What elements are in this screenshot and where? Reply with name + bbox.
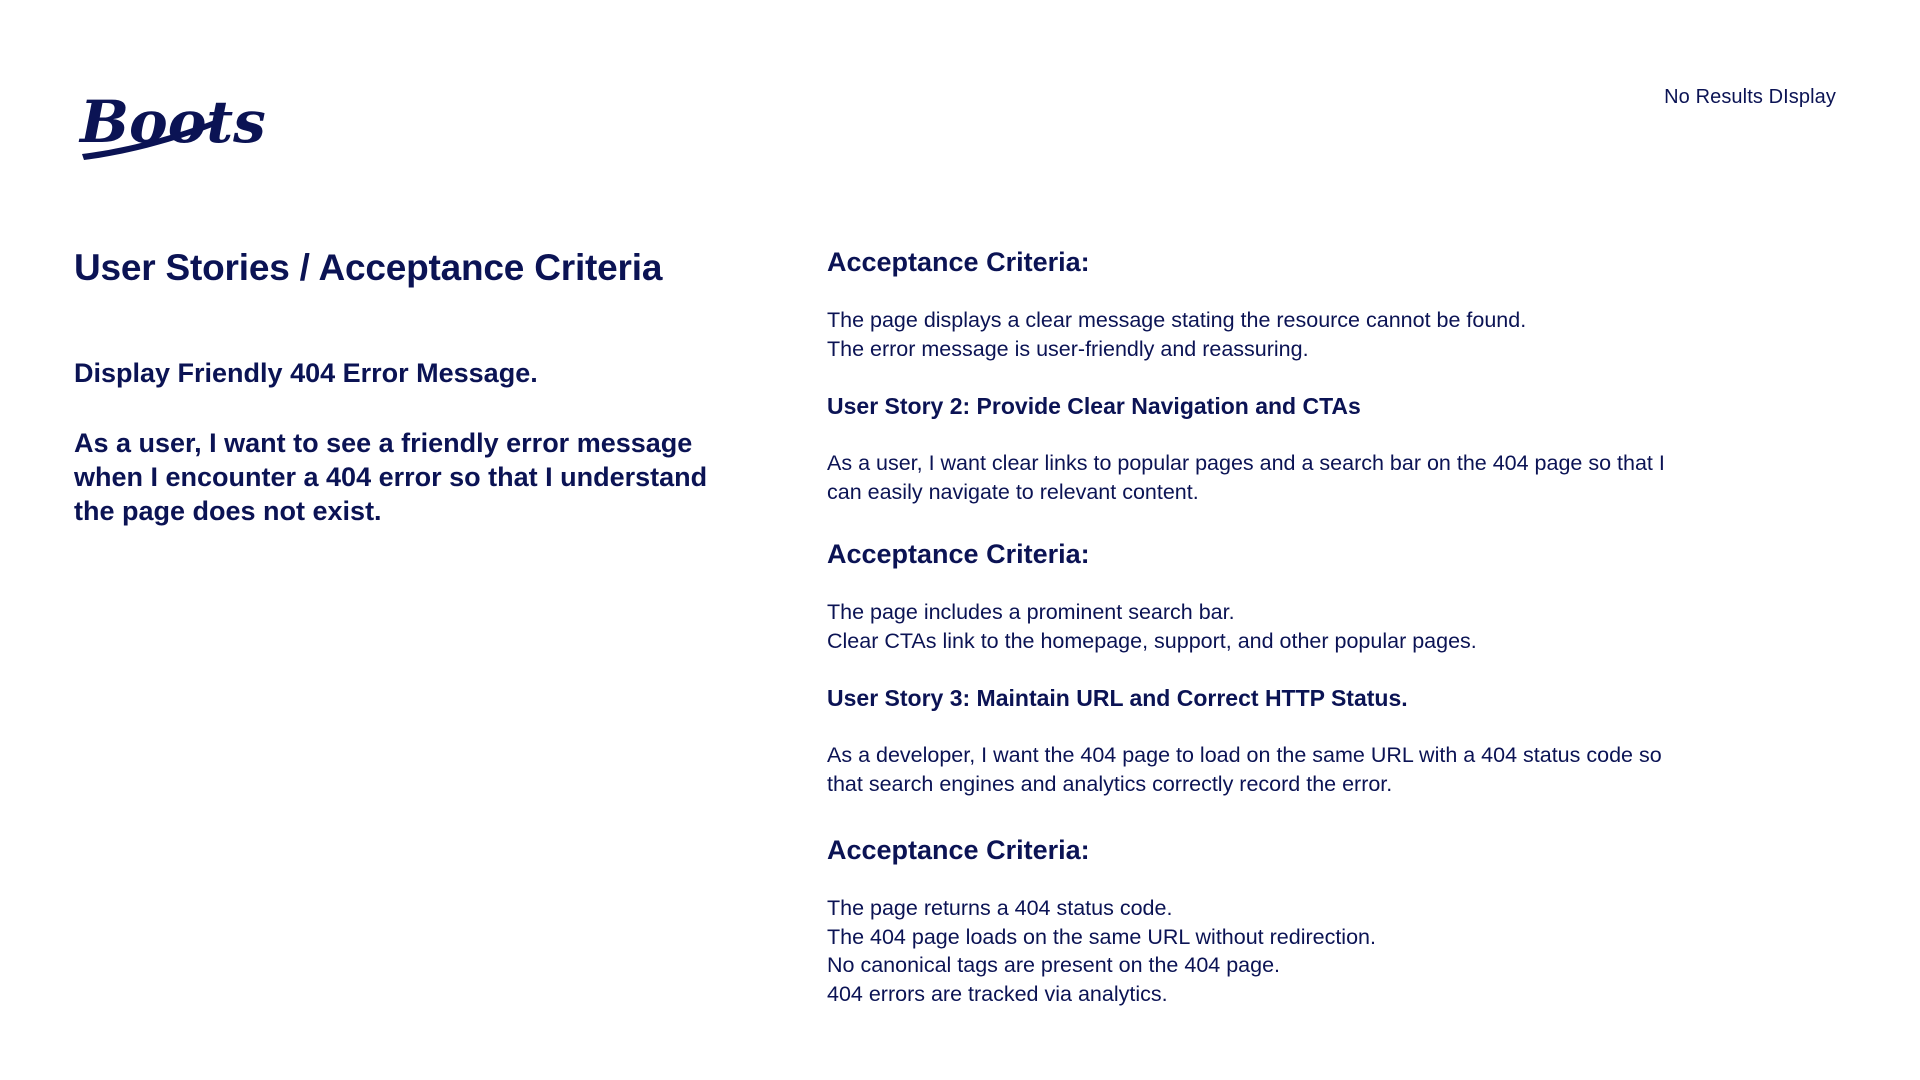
criteria-line: The 404 page loads on the same URL without redirection. [827, 924, 1376, 949]
criteria-line: The page returns a 404 status code. [827, 896, 1173, 920]
user-story-3-heading: User Story 3: Maintain URL and Correct HTTP Status. [827, 685, 1408, 711]
acceptance-criteria-3-heading: Acceptance Criteria: [827, 835, 1090, 865]
criteria-line: The page displays a clear message stating the resource cannot be found. [827, 308, 1527, 332]
boots-logo [74, 84, 266, 168]
user-story-3-text [827, 741, 1727, 798]
logo-wordmark: Boots [80, 88, 266, 156]
story-line: that search engines and analytics correctly record the error. [827, 771, 1393, 796]
user-story-2-heading: User Story 2: Provide Clear Navigation and CTAs [827, 393, 1361, 419]
story-line: can easily navigate to relevant content. [827, 479, 1199, 504]
criteria-line: 404 errors are tracked via analytics. [827, 981, 1168, 1006]
acceptance-criteria-1-heading: Acceptance Criteria: [827, 247, 1090, 277]
boots-logo-mark [74, 84, 266, 168]
acceptance-criteria-2-list [827, 598, 1727, 655]
acceptance-criteria-1-list [827, 306, 1727, 363]
story-line: As a developer, I want the 404 page to load on the same URL with a 404 status code so [827, 743, 1662, 767]
right-column [827, 244, 1727, 1008]
criteria-line: Clear CTAs link to the homepage, support, and other popular pages. [827, 628, 1477, 653]
story-1-text: As a user, I want to see a friendly error message when I encounter a 404 error so that I understand the page does not exist. [74, 428, 708, 526]
criteria-line: The error message is user-friendly and reassuring. [827, 336, 1309, 361]
criteria-line: The page includes a prominent search bar. [827, 600, 1235, 624]
acceptance-criteria-3-list [827, 894, 1727, 1008]
page-label: No Results DIsplay [1664, 86, 1836, 108]
criteria-line: No canonical tags are present on the 404 page. [827, 953, 1281, 977]
story-line: As a user, I want clear links to popular pages and a search bar on the 404 page so that I [827, 451, 1665, 475]
left-column [74, 244, 724, 528]
page-title: User Stories / Acceptance Criteria [74, 247, 663, 288]
acceptance-criteria-2-heading: Acceptance Criteria: [827, 539, 1090, 569]
story-1-heading: Display Friendly 404 Error Message. [74, 358, 538, 388]
user-story-2-text [827, 449, 1727, 506]
